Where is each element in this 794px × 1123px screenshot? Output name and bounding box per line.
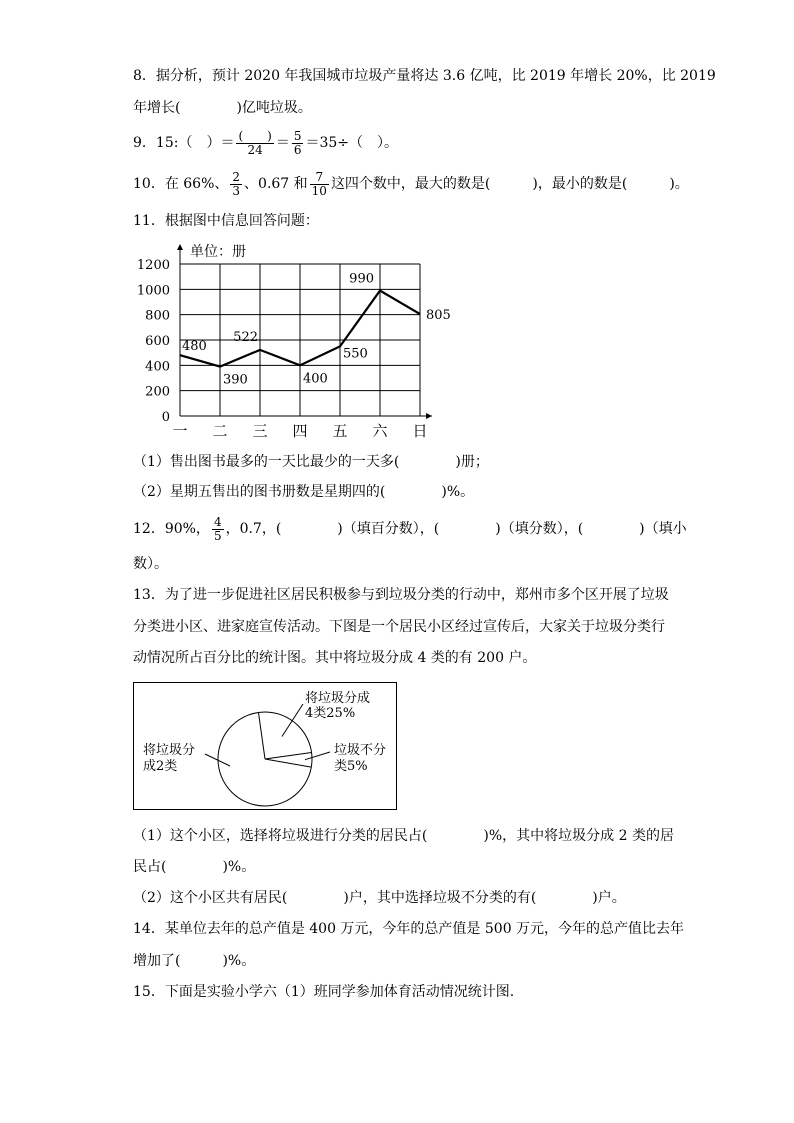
- pie-slice-boundary: [258, 712, 265, 759]
- leader-line: [282, 704, 303, 736]
- q9-equals: ＝: [275, 135, 290, 151]
- chart-grid: [177, 244, 432, 419]
- q9-prefix: 9．15:（ ）＝: [133, 135, 235, 151]
- q13-line3: 动情况所占百分比的统计图。其中将垃圾分成 4 类的有 200 户。: [133, 650, 537, 666]
- q12-prefix: 12．90%，: [133, 521, 210, 537]
- pie-labels: [143, 690, 386, 774]
- pie-label-no-sort-pct: 类5%: [334, 759, 368, 774]
- y-tick-label: 800: [145, 308, 170, 324]
- x-category-label: 二: [212, 422, 228, 440]
- pie-slices: [258, 712, 311, 767]
- x-category-label: 一: [172, 422, 188, 440]
- q10-mid: 、0.67 和: [244, 176, 308, 192]
- x-axis-arrow-icon: [426, 413, 432, 419]
- q11-sub1: （1）售出图书最多的一天比最少的一天多( )册；: [133, 454, 489, 470]
- x-category-label: 五: [332, 422, 348, 440]
- pie-label-4-classes: 将垃圾分成: [305, 691, 371, 706]
- x-category-label: 三: [252, 422, 268, 440]
- x-category-label: 六: [372, 422, 388, 440]
- q8-line2: 年增长( )亿吨垃圾。: [133, 100, 312, 116]
- x-category-label: 四: [292, 422, 308, 440]
- data-label: 522: [233, 329, 258, 345]
- q13-sub1-line1: （1）这个小区，选择将垃圾进行分类的居民占( )%，其中将垃圾分成 2 类的居: [133, 828, 674, 844]
- data-label: 480: [182, 339, 207, 355]
- pie-slice-boundary: [265, 759, 311, 767]
- x-axis-categories: [172, 422, 427, 440]
- y-tick-label: 200: [145, 384, 170, 400]
- data-label: 805: [426, 308, 451, 324]
- pie-slice-boundary: [265, 752, 312, 759]
- q9-fraction-2: $\frac{5}{6}$: [293, 128, 302, 157]
- q12-rest: ，0.7，( )（填百分数），( )（填分数），( )（填小: [225, 521, 687, 537]
- pie-label-4-classes-pct: 4类25%: [305, 706, 356, 721]
- q13-sub1-line2: 民占( )%。: [133, 859, 256, 875]
- q9-suffix: ＝35÷（ ）。: [305, 135, 399, 151]
- y-tick-label: 1200: [136, 258, 170, 273]
- y-tick-label: 600: [145, 334, 170, 349]
- q14-line1: 14．某单位去年的总产值是 400 万元，今年的总产值是 500 万元，今年的总产值比去年: [133, 921, 685, 937]
- chart-unit-label: 单位：册: [190, 244, 246, 260]
- y-axis-arrow-icon: [177, 244, 183, 250]
- data-label: 400: [303, 371, 328, 387]
- y-tick-label: 0: [161, 410, 170, 425]
- q11-title: 11．根据图中信息回答问题：: [133, 213, 319, 229]
- q9-line: [133, 128, 398, 158]
- q9-fraction-1: $\frac{( )}{24}$: [238, 128, 272, 157]
- y-axis-ticks: [137, 258, 170, 425]
- q8-line1: 8．据分析，预计 2020 年我国城市垃圾产量将达 3.6 亿吨，比 2019 年增长 20%，比 2019: [133, 68, 716, 84]
- q13-line1: 13．为了进一步促进社区居民积极参与到垃圾分类的行动中，郑州市多个区开展了垃圾: [133, 587, 669, 603]
- line-chart: [135, 236, 451, 441]
- q13-line2: 分类进小区、进家庭宣传活动。下图是一个居民小区经过宣传后，大家关于垃圾分类行: [133, 619, 665, 635]
- q13-sub2: （2）这个小区共有居民( )户，其中选择垃圾不分类的有( )户。: [133, 890, 626, 906]
- y-tick-label: 1000: [136, 283, 170, 299]
- pie-chart: [133, 682, 399, 812]
- q12-line1: [133, 513, 687, 545]
- q10-line: [133, 168, 689, 200]
- x-category-label: 日: [412, 422, 428, 440]
- q10-fraction-2: $\frac{7}{10}$: [311, 169, 327, 198]
- q10-prefix: 10．在 66%、: [133, 176, 229, 192]
- data-label: 390: [223, 372, 248, 388]
- pie-label-2-classes: 将垃圾分: [143, 743, 196, 758]
- pie-label-no-sort: 垃圾不分: [334, 743, 387, 758]
- q10-suffix: 这四个数中，最大的数是( )，最小的数是( )。: [330, 176, 689, 192]
- q10-fraction-1: $\frac{2}{3}$: [232, 169, 241, 198]
- q11-sub2: （2）星期五售出的图书册数是星期四的( )%。: [133, 484, 475, 500]
- data-label: 990: [349, 271, 374, 287]
- q14-line2: 增加了( )%。: [133, 953, 256, 969]
- q12-line2: 数）。: [133, 556, 168, 572]
- q12-fraction: $\frac{4}{5}$: [213, 514, 222, 543]
- data-label: 550: [343, 346, 368, 362]
- pie-label-2-classes-2: 成2类: [143, 759, 178, 774]
- y-tick-label: 400: [145, 359, 170, 375]
- q15-line1: 15．下面是实验小学六（1）班同学参加体育活动情况统计图.: [133, 984, 515, 1000]
- leader-line: [205, 754, 230, 766]
